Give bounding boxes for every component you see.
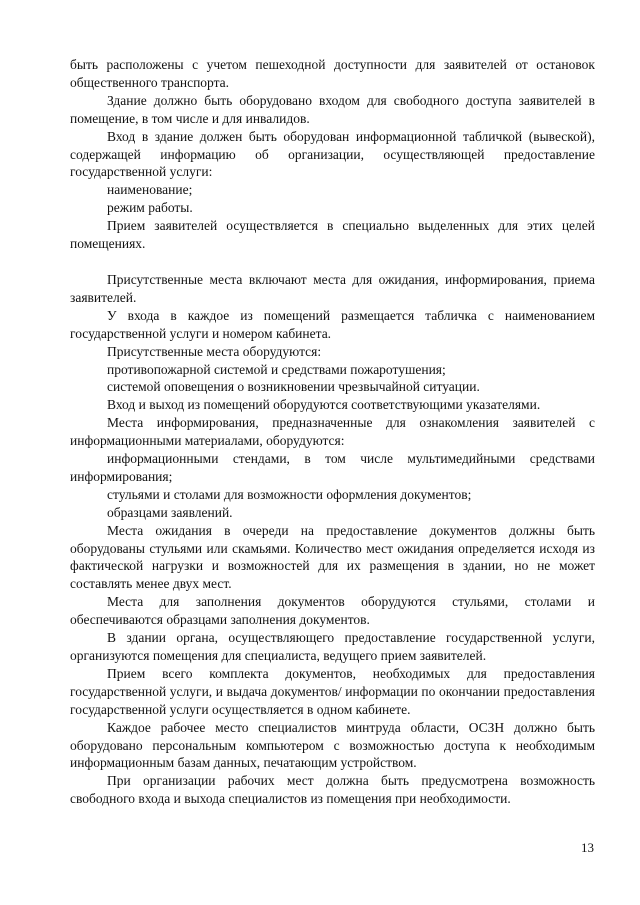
list-item: наименование; <box>107 182 193 198</box>
paragraph: Места информирования, предназначенные для ознакомления заявителей с информационными материалами, оборудуются: <box>70 415 595 449</box>
list-item: системой оповещения о возникновении чрезвычайной ситуации. <box>107 379 480 395</box>
paragraph: Каждое рабочее место специалистов минтруда области, ОСЗН должно быть оборудовано персональным компьютером с возможностью доступа к необходимым информационным базам данных, печатающим устройством. <box>70 719 595 771</box>
list-item: противопожарной системой и средствами пожаротушения; <box>107 361 446 377</box>
paragraph-continuation: быть расположены с учетом пешеходной доступности для заявителей от остановок общественного транспорта. <box>70 57 595 90</box>
paragraph-gap <box>70 253 595 271</box>
paragraph: У входа в каждое из помещений размещается табличка с наименованием государственной услуги и номером кабинета. <box>70 307 595 341</box>
list-item: образцами заявлений. <box>107 504 233 520</box>
paragraph: Вход в здание должен быть оборудован информационной табличкой (вывеской), содержащей информацию об организации, осуществляющей предоставление государственной услуги: <box>70 128 595 180</box>
list-item: информационными стендами, в том числе мультимедийными средствами информирования; <box>70 451 595 484</box>
list-item: режим работы. <box>107 200 193 216</box>
document-body <box>70 56 595 808</box>
page-number: 13 <box>581 840 594 855</box>
paragraph: Присутственные места оборудуются: <box>107 343 322 359</box>
paragraph: Места для заполнения документов оборудуются стульями, столами и обеспечиваются образцами заполнения документов. <box>70 594 595 628</box>
list-item: стульями и столами для возможности оформления документов; <box>107 486 472 502</box>
paragraph: При организации рабочих мест должна быть предусмотрена возможность свободного входа и выхода специалистов из помещения при необходимости. <box>70 773 595 807</box>
paragraph: В здании органа, осуществляющего предоставление государственной услуги, организуются помещения для специалиста, ведущего прием заявителей. <box>70 630 595 663</box>
paragraph: Места ожидания в очереди на предоставление документов должны быть оборудованы стульями или скамьями. Количество мест ожидания определяется исходя из фактической нагрузки и возможностей для их размещения в здании, но не может составлять менее двух мест. <box>70 522 595 592</box>
paragraph: Прием всего комплекта документов, необходимых для предоставления государственной услуги, и выдача документов/ информации по окончании предоставления государственной услуги осуществляется в одном кабинете. <box>70 665 595 717</box>
paragraph: Прием заявителей осуществляется в специально выделенных для этих целей помещениях. <box>70 218 595 252</box>
paragraph: Присутственные места включают места для ожидания, информирования, приема заявителей. <box>70 271 595 305</box>
paragraph: Вход и выход из помещений оборудуются соответствующими указателями. <box>107 397 541 413</box>
paragraph: Здание должно быть оборудовано входом для свободного доступа заявителей в помещение, в том числе и для инвалидов. <box>70 92 595 126</box>
